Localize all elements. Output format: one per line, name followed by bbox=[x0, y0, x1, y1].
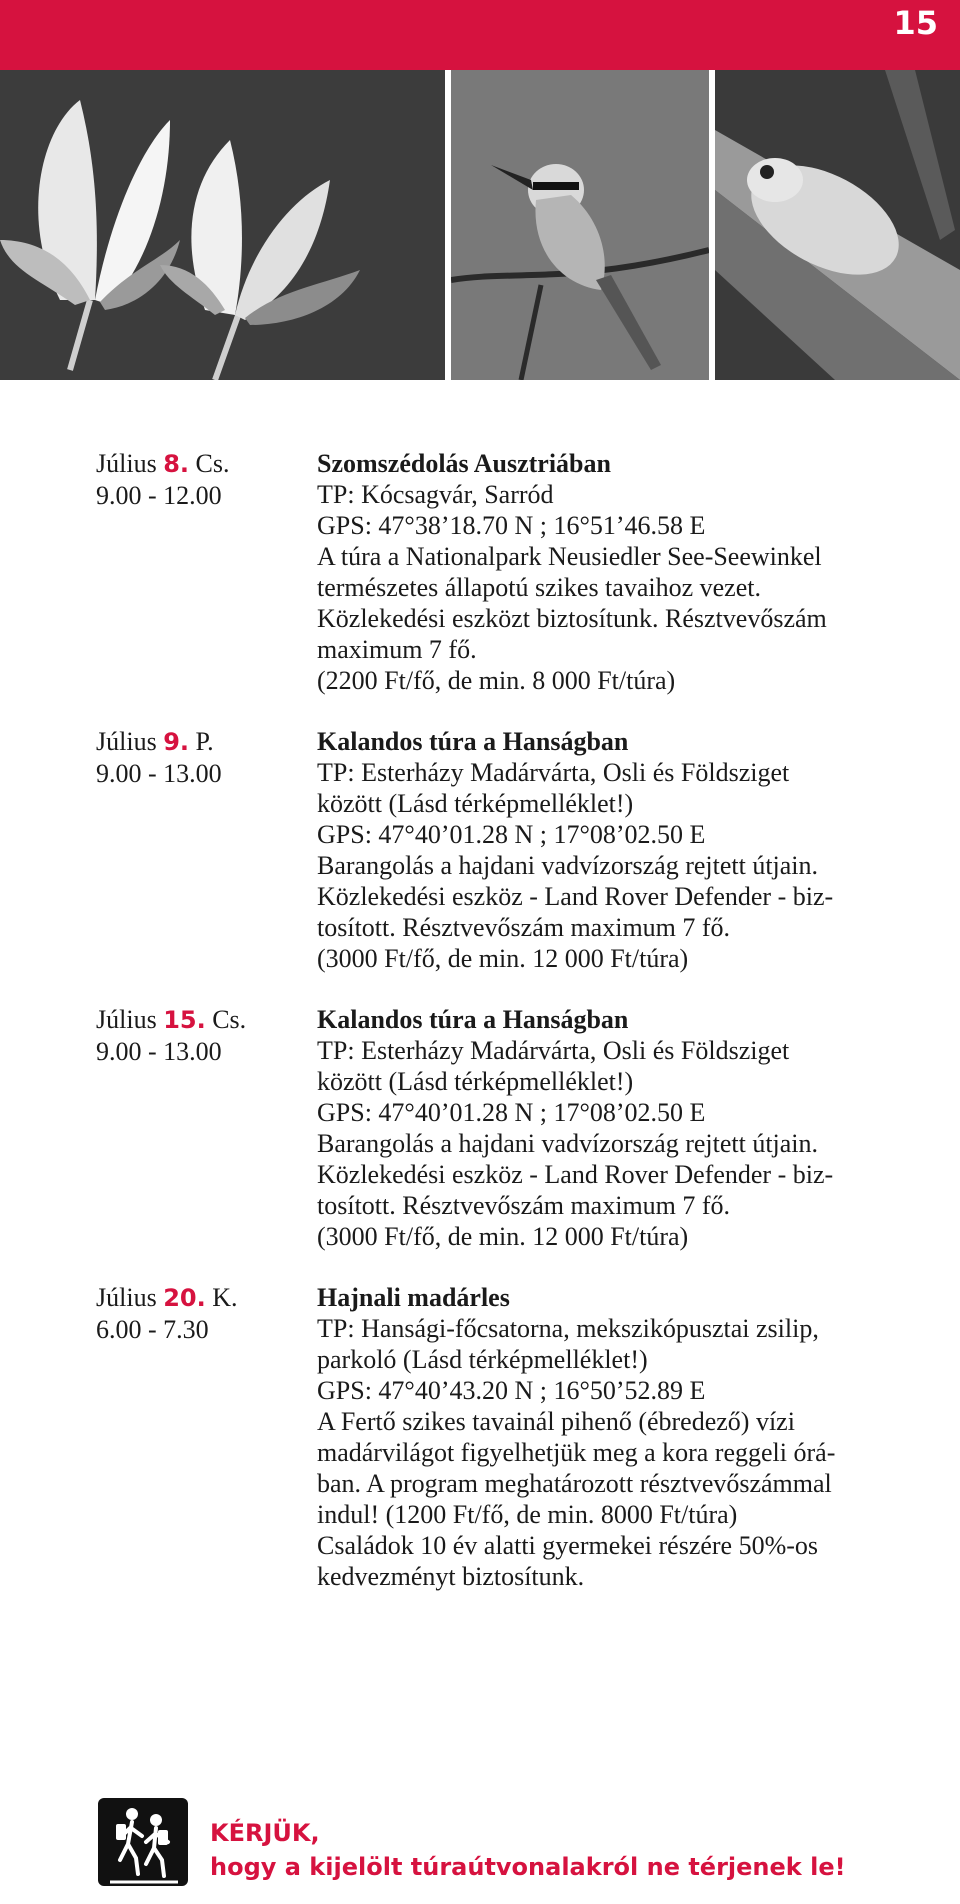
event-day: 9. bbox=[163, 728, 190, 756]
event-time: 9.00 - 12.00 bbox=[96, 481, 222, 510]
event-month: Július bbox=[96, 1283, 157, 1312]
event-title: Kalandos túra a Hanságban bbox=[317, 727, 629, 756]
event-item bbox=[0, 448, 960, 696]
event-day: 8. bbox=[163, 450, 190, 478]
event-line: GPS: 47°40’01.28 N ; 17°08’02.50 E bbox=[317, 820, 706, 849]
event-line: ban. A program meghatározott résztvevőszámmal bbox=[317, 1469, 832, 1498]
event-time: 6.00 - 7.30 bbox=[96, 1315, 209, 1344]
event-line: Közlekedési eszközt biztosítunk. Résztvevőszám bbox=[317, 604, 827, 633]
event-line: Barangolás a hajdani vadvízország rejtett útjain. bbox=[317, 1129, 819, 1158]
event-line: között (Lásd térképmelléklet!) bbox=[317, 1067, 634, 1096]
photo-strip bbox=[0, 70, 960, 380]
footer-text bbox=[210, 1816, 846, 1884]
event-line: A Fertő szikes tavainál pihenő (ébredező) vízi bbox=[317, 1407, 795, 1436]
event-day: 15. bbox=[163, 1006, 206, 1034]
event-weekday: Cs. bbox=[195, 449, 230, 478]
event-date bbox=[96, 726, 306, 789]
event-line: tosított. Résztvevőszám maximum 7 fő. bbox=[317, 913, 731, 942]
event-date bbox=[96, 1282, 306, 1345]
event-details bbox=[317, 448, 877, 696]
event-line: természetes állapotú szikes tavaihoz vezet. bbox=[317, 573, 761, 602]
event-details bbox=[317, 1004, 877, 1252]
bee-eater-bird-icon bbox=[451, 70, 709, 380]
event-line: GPS: 47°40’43.20 N ; 16°50’52.89 E bbox=[317, 1376, 706, 1405]
event-line: tosított. Résztvevőszám maximum 7 fő. bbox=[317, 1191, 731, 1220]
event-line: GPS: 47°40’01.28 N ; 17°08’02.50 E bbox=[317, 1098, 706, 1127]
event-weekday: Cs. bbox=[212, 1005, 247, 1034]
event-date bbox=[96, 448, 306, 511]
event-time: 9.00 - 13.00 bbox=[96, 1037, 222, 1066]
event-item bbox=[0, 1282, 960, 1592]
event-line: madárvilágot figyelhetjük meg a kora reggeli órá- bbox=[317, 1438, 836, 1467]
event-list bbox=[0, 448, 960, 1622]
event-month: Július bbox=[96, 727, 157, 756]
event-item bbox=[0, 726, 960, 974]
event-line: (2200 Ft/fő, de min. 8 000 Ft/túra) bbox=[317, 666, 676, 695]
event-line: Családok 10 év alatti gyermekei részére 50%-os bbox=[317, 1531, 819, 1560]
event-line: TP: Esterházy Madárvárta, Osli és Földsziget bbox=[317, 1036, 790, 1065]
event-title: Hajnali madárles bbox=[317, 1283, 510, 1312]
event-item bbox=[0, 1004, 960, 1252]
event-line: TP: Kócsagvár, Sarród bbox=[317, 480, 554, 509]
event-line: Közlekedési eszköz - Land Rover Defender - biz- bbox=[317, 882, 834, 911]
event-line: (3000 Ft/fő, de min. 12 000 Ft/túra) bbox=[317, 1222, 689, 1251]
event-day: 20. bbox=[163, 1284, 206, 1312]
event-line: TP: Hansági-főcsatorna, mekszikópusztai zsilip, bbox=[317, 1314, 819, 1343]
event-weekday: P. bbox=[195, 727, 214, 756]
footer-line-2: hogy a kijelölt túraútvonalakról ne térjenek le! bbox=[210, 1853, 846, 1881]
event-line: kedvezményt biztosítunk. bbox=[317, 1562, 585, 1591]
event-month: Július bbox=[96, 1005, 157, 1034]
footer-notice bbox=[98, 1798, 898, 1888]
event-title: Szomszédolás Ausztriában bbox=[317, 449, 611, 478]
event-line: Barangolás a hajdani vadvízország rejtett útjain. bbox=[317, 851, 819, 880]
header-bar bbox=[0, 0, 960, 70]
event-date bbox=[96, 1004, 306, 1067]
event-time: 9.00 - 13.00 bbox=[96, 759, 222, 788]
event-line: maximum 7 fő. bbox=[317, 635, 477, 664]
event-line: Közlekedési eszköz - Land Rover Defender - biz- bbox=[317, 1160, 834, 1189]
event-weekday: K. bbox=[212, 1283, 238, 1312]
event-month: Július bbox=[96, 449, 157, 478]
event-line: indul! (1200 Ft/fő, de min. 8000 Ft/túra) bbox=[317, 1500, 738, 1529]
event-line: parkoló (Lásd térképmelléklet!) bbox=[317, 1345, 648, 1374]
pasque-flower-icon bbox=[0, 70, 445, 380]
event-line: között (Lásd térképmelléklet!) bbox=[317, 789, 634, 818]
page-number: 15 bbox=[893, 4, 938, 42]
footer-line-1: KÉRJÜK, bbox=[210, 1819, 320, 1847]
event-line: A túra a Nationalpark Neusiedler See-Seewinkel bbox=[317, 542, 822, 571]
event-line: (3000 Ft/fő, de min. 12 000 Ft/túra) bbox=[317, 944, 689, 973]
event-line: TP: Esterházy Madárvárta, Osli és Földsziget bbox=[317, 758, 790, 787]
event-line: GPS: 47°38’18.70 N ; 16°51’46.58 E bbox=[317, 511, 706, 540]
hikers-icon bbox=[98, 1798, 188, 1886]
event-details bbox=[317, 1282, 877, 1592]
event-title: Kalandos túra a Hanságban bbox=[317, 1005, 629, 1034]
tree-frog-icon bbox=[715, 70, 960, 380]
event-details bbox=[317, 726, 877, 974]
